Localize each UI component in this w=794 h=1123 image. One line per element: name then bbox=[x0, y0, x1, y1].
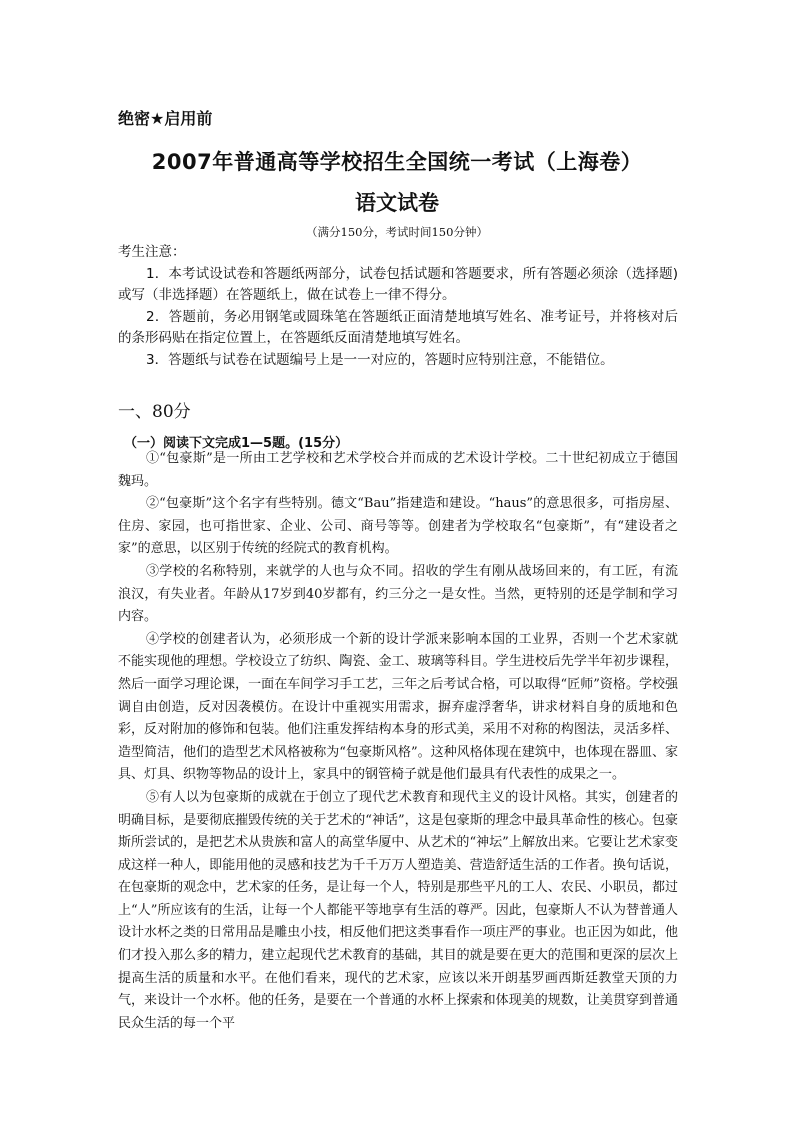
score-time-note: （满分150分，考试时间150分钟） bbox=[306, 225, 488, 239]
exam-title: 2007年普通高等学校招生全国统一考试（上海卷） bbox=[151, 150, 643, 174]
part-heading: （一）阅读下文完成1—5题。(15分） bbox=[124, 436, 349, 451]
candidate-notice bbox=[118, 242, 678, 371]
passage-paragraph: ①“包豪斯”是一所由工艺学校和艺术学校合并而成的艺术设计学校。二十世纪初成立于德国魏玛。 bbox=[118, 451, 678, 489]
notice-item: 2．答题前，务必用钢笔或圆珠笔在答题纸正面清楚地填写姓名、准考证号，并将核对后的条形码贴在指定位置上，在答题纸反面清楚地填写姓名。 bbox=[118, 308, 678, 346]
exam-subtitle: 语文试卷 bbox=[355, 191, 439, 215]
notice-item: 3．答题纸与试卷在试题编号上是一一对应的，答题时应特别注意，不能错位。 bbox=[146, 351, 614, 368]
notice-item: 1．本考试设试卷和答题纸两部分，试卷包括试题和答题要求，所有答题必须涂（选择题)或写（非选择题）在答题纸上，做在试卷上一律不得分。 bbox=[118, 265, 678, 303]
section-heading: 一、80分 bbox=[118, 402, 191, 422]
secret-mark: 绝密★启用前 bbox=[118, 109, 213, 128]
reading-passage bbox=[118, 448, 678, 1035]
passage-paragraph: ④学校的创建者认为，必须形成一个新的设计学派来影响本国的工业界，否则一个艺术家就不能实现他的理想。学校设立了纺织、陶瓷、金工、玻璃等科目。学生进校后先学半年初步课程，然后一面学习理论课，一面在车间学习手工艺，三年之后考试合格，可以取得“匠师”资格。学校强调自由创造，反对因袭模仿。在设计中重视实用需求，摒弃虚浮奢华，讲求材料自身的质地和色彩，反对附加的修饰和包装。他们注重发挥结构本身的形式美，采用不对称的构图法，灵活多样、造型简洁，他们的造型艺术风格被称为“包豪斯风格”。这种风格体现在建筑中，也体现在器皿、家具、灯具、织物等物品的设计上，家具中的钢管椅子就是他们最具有代表性的成果之一。 bbox=[118, 631, 678, 783]
notice-heading: 考生注意： bbox=[118, 244, 186, 260]
passage-paragraph: ②“包豪斯”这个名字有些特别。德文“Bau”指建造和建设。“haus”的意思很多，可指房屋、住房、家园，也可指世家、企业、公司、商号等等。创建者为学校取名“包豪斯”，有“建设者之家”的意思，以区别于传统的经院式的教育机构。 bbox=[118, 496, 678, 557]
passage-paragraph: ⑤有人以为包豪斯的成就在于创立了现代艺术教育和现代主义的设计风格。其实，创建者的明确目标，是要彻底摧毁传统的关于艺术的“神话”，这是包豪斯的理念中最具革命性的核心。包豪斯所尝试的，是把艺术从贵族和富人的高堂华厦中、从艺术的“神坛”上解放出来。它要让艺术家变成这样一种人，即能用他的灵感和技艺为千千万万人塑造美、营造舒适生活的工作者。换句话说，在包豪斯的观念中，艺术家的任务，是让每一个人，特别是那些平凡的工人、农民、小职员，都过上“人”所应该有的生活，让每一个人都能平等地享有生活的尊严。因此，包豪斯人不认为替普通人设计水杯之类的日常用品是雕虫小技，相反他们把这类事看作一项庄严的事业。也正因为如此，他们才投入那么多的精力，建立起现代艺术教育的基础，其目的就是要在更大的范围和更深的层次上提高生活的质量和水平。在他们看来，现代的艺术家，应该以米开朗基罗画西斯廷教堂天顶的力气，来设计一个水杯。他的任务，是要在一个普通的水杯上探索和体现美的规数，让美贯穿到普通民众生活的每一个平 bbox=[118, 789, 678, 1031]
passage-paragraph: ③学校的名称特别，来就学的人也与众不同。招收的学生有刚从战场回来的，有工匠，有流浪汉，有失业者。年龄从17岁到40岁都有，约三分之一是女性。当然，更特别的还是学制和学习内容。 bbox=[118, 563, 678, 625]
